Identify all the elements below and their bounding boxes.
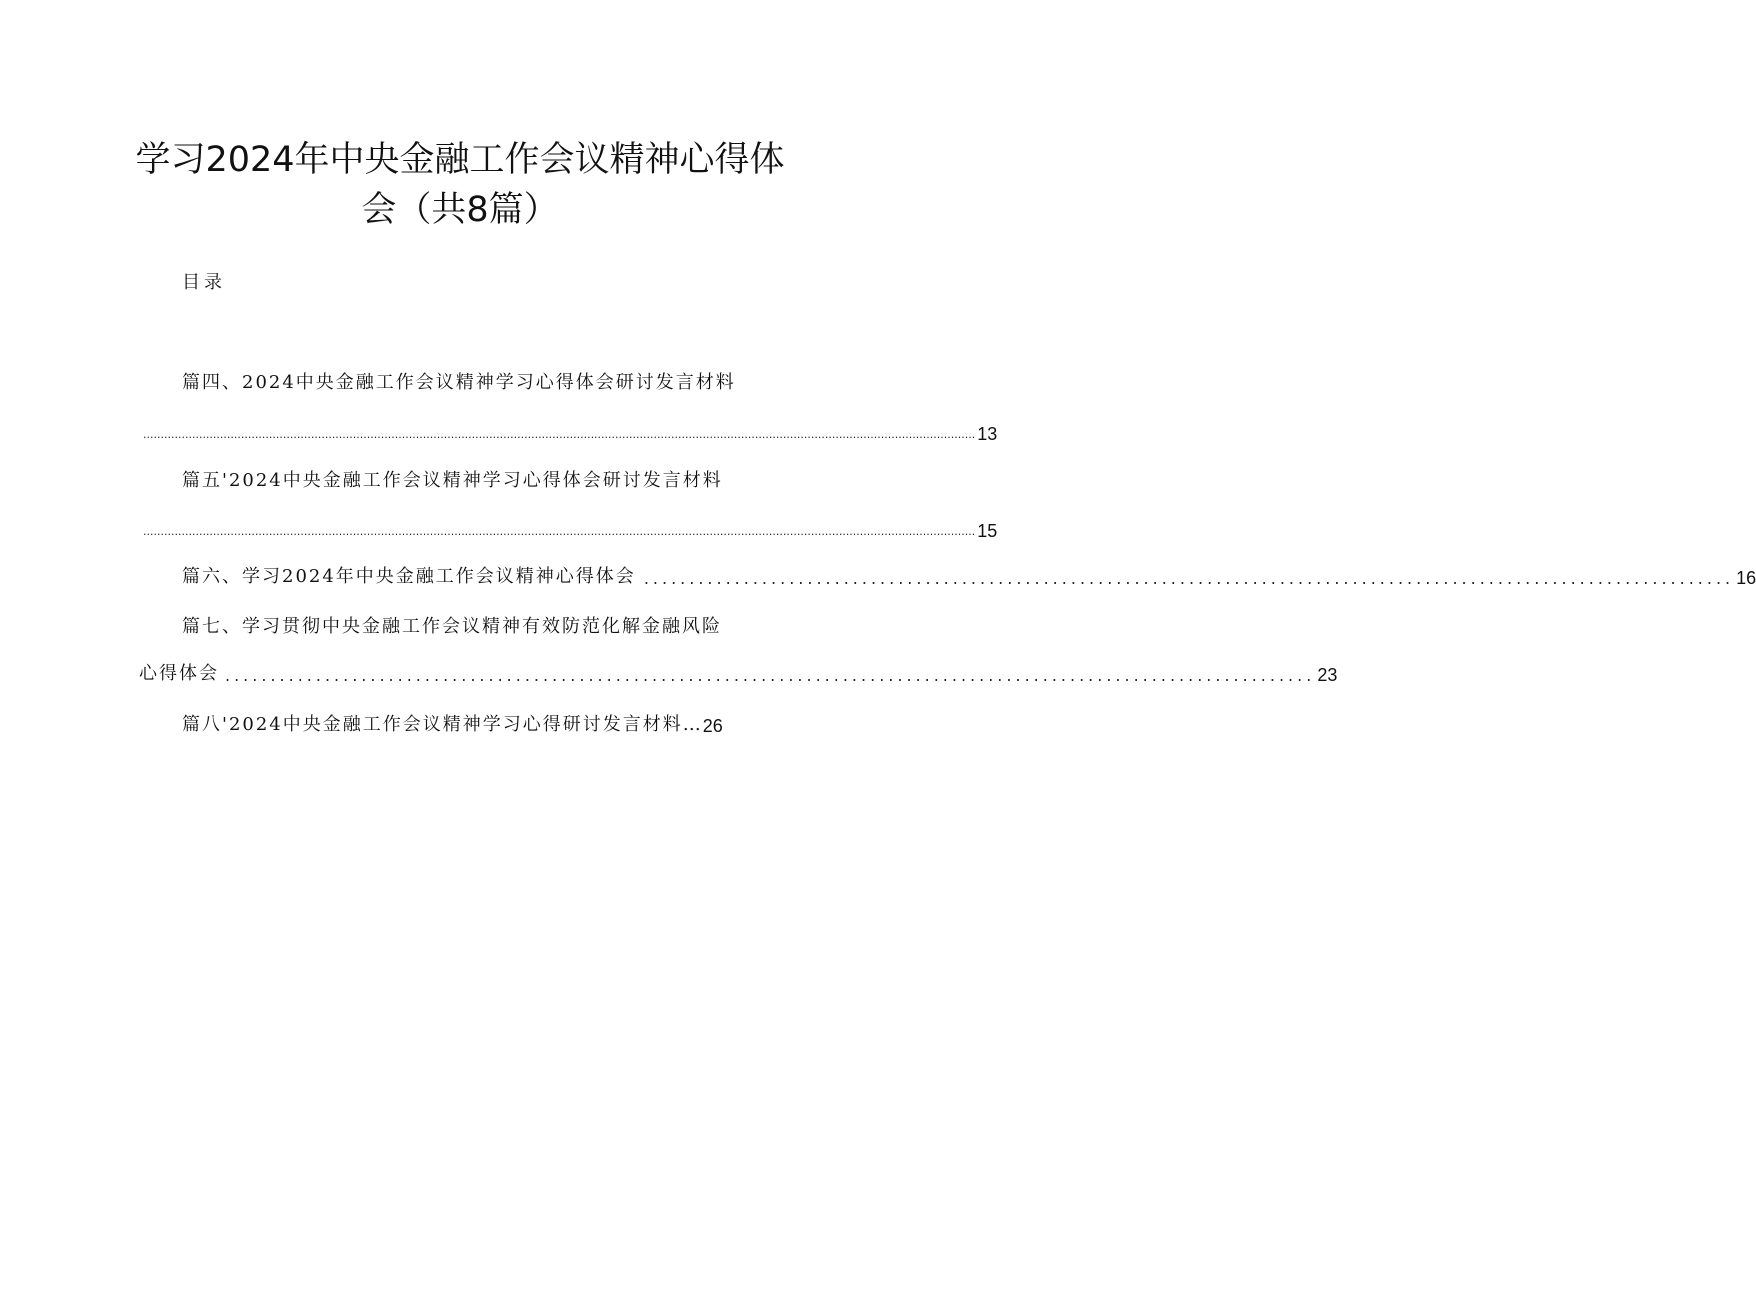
toc-page-number: 15	[977, 521, 998, 541]
document-title-line-1: 学习2024年中央金融工作会议精神心得体	[135, 140, 785, 180]
toc-entry-row[interactable]	[139, 659, 1338, 685]
dot-leader: ..............................................................................................................................................................................................................................................	[143, 525, 976, 538]
toc-entry-title[interactable]: 篇四、2024中央金融工作会议精神学习心得体会研讨发言材料	[182, 372, 736, 393]
toc-entry-title: 篇八'2024中央金融工作会议精神学习心得研讨发言材料…	[182, 714, 703, 735]
dot-leader: ........................................................................................................................	[225, 666, 1316, 685]
toc-entry-title[interactable]: 篇五'2024中央金融工作会议精神学习心得体会研讨发言材料	[182, 470, 723, 491]
toc-page-number: 16	[1736, 568, 1756, 588]
dot-leader: ..............................................................................................................................................................................................................................................	[143, 428, 976, 441]
toc-entry-row[interactable]	[182, 710, 742, 736]
document-title-line-2: 会（共8篇）	[361, 190, 559, 230]
toc-entry-title: 篇六、学习2024年中央金融工作会议精神心得体会	[182, 566, 636, 587]
toc-entry-leader-row[interactable]	[143, 418, 998, 444]
toc-entry-title[interactable]: 篇七、学习贯彻中央金融工作会议精神有效防范化解金融风险	[182, 616, 722, 637]
toc-entry-title-continued: 心得体会	[139, 663, 219, 684]
toc-entry-row[interactable]	[182, 562, 1756, 588]
toc-entry-leader-row[interactable]	[143, 515, 998, 541]
toc-page-number: 26	[702, 716, 723, 736]
toc-page-number: 13	[977, 424, 998, 444]
toc-page-number: 23	[1317, 665, 1338, 685]
toc-heading: 目录	[182, 272, 226, 293]
dot-leader: ........................................................................................................................	[643, 569, 1735, 588]
